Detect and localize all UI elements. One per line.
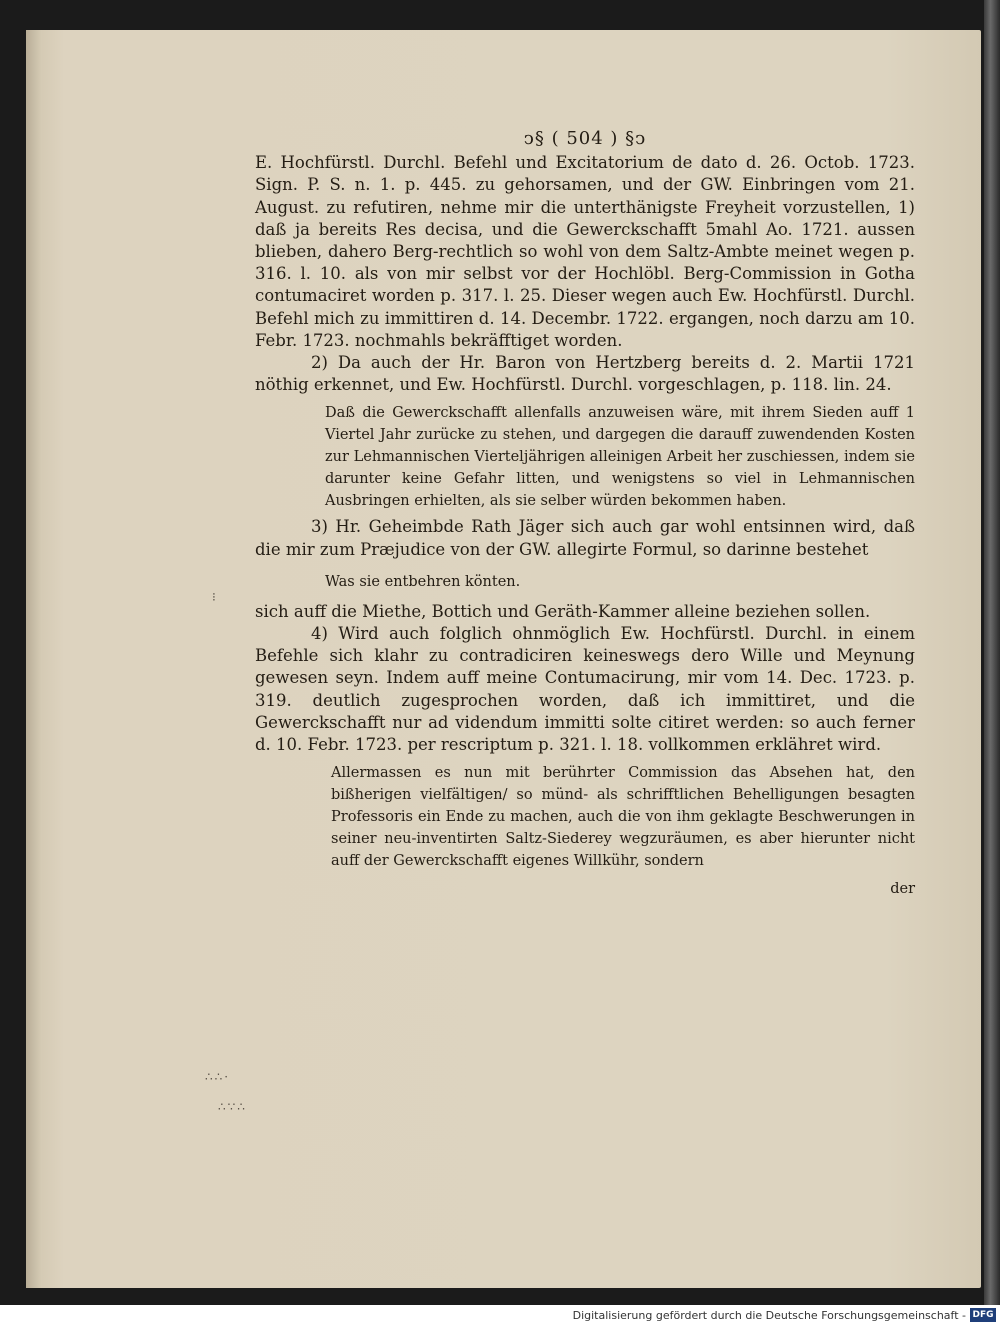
margin-mark: ∴∵∴ [218, 1100, 247, 1114]
footer-credit: Digitalisierung gefördert durch die Deutsche Forschungsgemeinschaft - [572, 1309, 966, 1322]
margin-mark: ⁝ [212, 590, 218, 604]
paragraph-3: 3) Hr. Geheimbde Rath Jäger sich auch gar wohl entsinnen wird, daß die mir zum Præjudice von der GW. allegirte Formul, so darinne bestehet [255, 517, 915, 559]
quotation-1: Daß die Gewerckschafft allenfalls anzuweisen wäre, mit ihrem Sieden auff 1 Viertel Jahr zurücke zu stehen, und dargegen die darauff zuwendenden Kosten zur Lehmannischen Vierteljährigen alleinigen Arbeit her zuschiessen, indem sie darunter keine Gefahr litten, und wenigstens so viel in Lehmannischen Ausbringen erhielten, als sie selber würden bekommen haben. [325, 405, 915, 510]
footer-bar [0, 1305, 1000, 1326]
margin-mark: ∴∴· [205, 1070, 231, 1084]
page-gutter [26, 30, 42, 1288]
book-edge [984, 0, 1000, 1305]
page-number-header: ↄ§ ( 504 ) §ↄ [523, 128, 647, 149]
quotation-3: Allermassen es nun mit berührter Commission das Absehen hat, den bißherigen vielfältigen/ so münd- als schrifftlichen Behelligungen besagten Professoris ein Ende zu machen, auch die von ihm geklagte Beschwerungen in seiner neu-inventirten Saltz-Siederey wegzuräumen, es aber hierunter nicht auff der Gewerckschafft eigenes Willkühr, sondern [331, 765, 915, 870]
dfg-logo-icon[interactable]: DFG [970, 1308, 996, 1322]
paragraph-4: 4) Wird auch folglich ohnmöglich Ew. Hochfürstl. Durchl. in einem Befehle sich klahr zu contradiciren keineswegs dero Wille und Meynung gewesen seyn. Indem auff meine Contumacirung, mir vom 14. Dec. 1723. p. 319. deutlich zugesprochen worden, daß ich immittiret, und die Gewerckschafft nur ad videndum immitti solte citiret werden: so auch ferner d. 10. Febr. 1723. per rescriptum p. 321. l. 18. vollkommen erklähret wird. [255, 624, 915, 755]
page-text [255, 128, 915, 898]
paragraph-1: E. Hochfürstl. Durchl. Befehl und Excitatorium de dato d. 26. Octob. 1723. Sign. P. S. n. 1. p. 445. zu gehorsamen, und der GW. Einbringen vom 21. August. zu refutiren, nehme mir die unterthänigste Freyheit vorzustellen, 1) daß ja bereits Res decisa, und die Gewerckschafft 5mahl Ao. 1721. aussen blieben, dahero Berg-rechtlich so wohl von dem Saltz-Ambte meinet wegen p. 316. l. 10. als von mir selbst vor der Hochlöbl. Berg-Commission in Gotha contumaciret worden p. 317. l. 25. Dieser wegen auch Ew. Hochfürstl. Durchl. Befehl mich zu immittiren d. 14. Decembr. 1722. ergangen, noch darzu am 10. Febr. 1723. nochmahls bekräfftiget worden. [255, 153, 915, 350]
catchword: der [890, 881, 915, 898]
paragraph-2: 2) Da auch der Hr. Baron von Hertzberg bereits d. 2. Martii 1721 nöthig erkennet, und Ew. Hochfürstl. Durchl. vorgeschlagen, p. 118. lin. 24. [255, 353, 915, 395]
paragraph-3-continued: sich auff die Miethe, Bottich und Geräth-Kammer alleine beziehen sollen. [255, 601, 871, 621]
quotation-2: Was sie entbehren könten. [325, 573, 521, 590]
